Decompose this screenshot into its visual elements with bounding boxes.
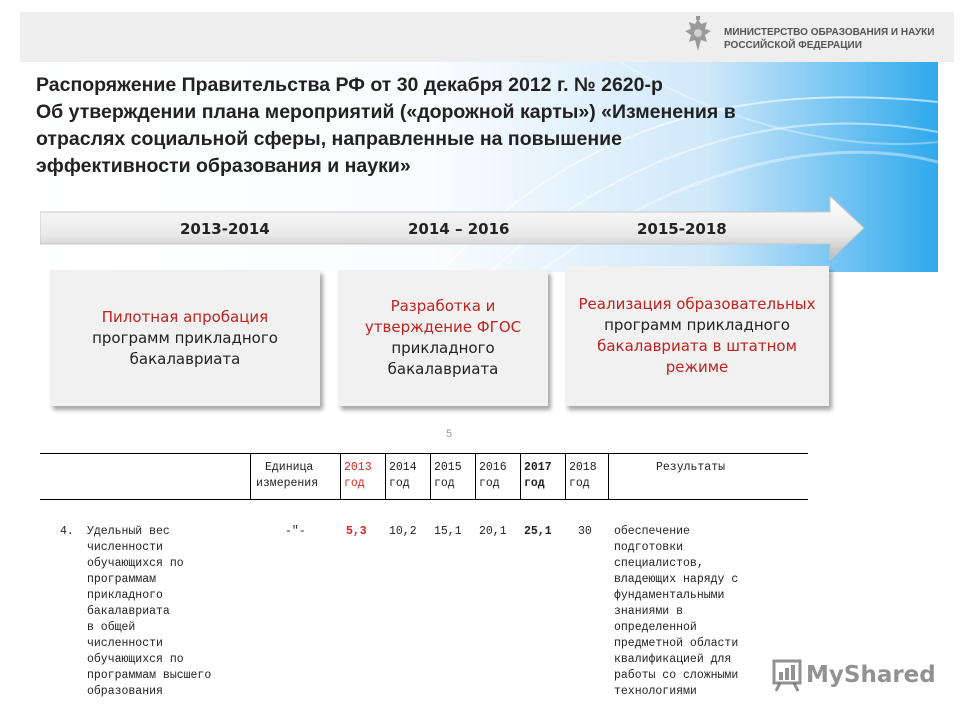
result-line: обеспечение — [614, 525, 690, 538]
result-line: технологиями — [614, 685, 697, 698]
table-top-rule — [40, 453, 808, 454]
result-line: предметной области — [614, 637, 739, 650]
timeline-period-3: 2015-2018 — [637, 220, 727, 238]
title-line-4: эффективности образования и науки» — [36, 155, 411, 177]
table-divider — [520, 453, 521, 500]
stage-card-fgos — [338, 270, 548, 406]
value-2013: 5,3 — [346, 525, 367, 538]
card-3-highlight-2: бакалавриата в штатном режиме — [597, 337, 797, 376]
value-2016: 20,1 — [479, 525, 507, 538]
row-number: 4. — [60, 525, 74, 538]
page-title — [36, 72, 916, 180]
header-year-2017-suffix: год — [524, 477, 545, 490]
card-3-text: программ прикладного — [604, 316, 790, 334]
header-year-2015: 2015 — [434, 461, 462, 474]
value-2018: 30 — [578, 525, 592, 538]
indicator-line: бакалавриата — [87, 605, 170, 618]
header-year-2016-suffix: год — [479, 477, 500, 490]
result-line: работы со сложными — [614, 669, 739, 682]
table-divider — [385, 453, 386, 500]
result-line: подготовки — [614, 541, 684, 554]
header-year-2017: 2017 — [524, 461, 552, 474]
indicator-line: численности — [87, 637, 163, 650]
indicator-line: в общей — [87, 621, 136, 634]
timeline-period-2: 2014 – 2016 — [408, 220, 510, 238]
timeline-period-1: 2013-2014 — [180, 220, 270, 238]
title-line-1: Распоряжение Правительства РФ от 30 декабря 2012 г. № 2620-р — [36, 74, 663, 96]
card-3-highlight-1: Реализация образовательных — [578, 295, 816, 313]
result-line: владеющих наряду с — [614, 573, 739, 586]
table-divider — [565, 453, 566, 500]
table-divider — [430, 453, 431, 500]
result-line: знаниями в — [614, 605, 684, 618]
header-year-2014: 2014 — [389, 461, 417, 474]
table-divider — [608, 453, 609, 500]
header-year-2016: 2016 — [479, 461, 507, 474]
title-line-2: Об утверждении плана мероприятий («дорожной карты») «Изменения в — [36, 101, 736, 123]
card-1-highlight: Пилотная апробация — [101, 307, 269, 326]
indicator-line: обучающихся по — [87, 653, 184, 666]
card-2-text: прикладного бакалавриата — [387, 339, 499, 378]
indicator-line: численности — [87, 541, 163, 554]
eagle-emblem-icon — [683, 15, 713, 55]
indicator-line: Удельный вес — [87, 525, 170, 538]
header-year-2013-suffix: год — [344, 477, 365, 490]
table-divider — [250, 453, 251, 500]
row-indicator — [87, 524, 211, 700]
table-divider — [475, 453, 476, 500]
stage-card-pilot — [50, 270, 320, 406]
card-1-text: программ прикладного бакалавриата — [92, 328, 278, 368]
row-unit: -"- — [285, 525, 306, 538]
header-year-2015-suffix: год — [434, 477, 455, 490]
ministry-name — [724, 26, 954, 52]
header-year-2014-suffix: год — [389, 477, 410, 490]
stage-card-implementation — [565, 266, 829, 406]
result-line: специалистов, — [614, 557, 704, 570]
indicator-line: обучающихся по — [87, 557, 184, 570]
ministry-line-1: МИНИСТЕРСТВО ОБРАЗОВАНИЯ И НАУКИ — [724, 27, 935, 38]
table-header-rule — [40, 499, 808, 500]
header-year-2018-suffix: год — [569, 477, 590, 490]
result-line: определенной — [614, 621, 697, 634]
table-divider — [340, 453, 341, 500]
value-2017: 25,1 — [524, 525, 552, 538]
row-result — [614, 524, 738, 700]
card-2-highlight: Разработка и утверждение ФГОС — [364, 297, 522, 336]
value-2014: 10,2 — [389, 525, 417, 538]
header-results: Результаты — [656, 461, 726, 474]
page-number: 5 — [446, 428, 453, 440]
ministry-line-2: РОССИЙСКОЙ ФЕДЕРАЦИИ — [724, 40, 862, 51]
indicator-line: программам высшего — [87, 669, 212, 682]
title-line-3: отраслях социальной сферы, направленные на повышение — [36, 128, 622, 150]
header-year-2013: 2013 — [344, 461, 372, 474]
watermark-text: MyShared — [806, 662, 936, 688]
result-line: фундаментальными — [614, 589, 725, 602]
value-2015: 15,1 — [434, 525, 462, 538]
indicator-line: прикладного — [87, 589, 163, 602]
indicator-line: программам — [87, 573, 157, 586]
header-unit-line-1: Единица — [265, 461, 314, 474]
header-unit-line-2: измерения — [256, 477, 319, 490]
indicator-line: образования — [87, 685, 163, 698]
header-year-2018: 2018 — [569, 461, 597, 474]
result-line: квалификацией для — [614, 653, 732, 666]
